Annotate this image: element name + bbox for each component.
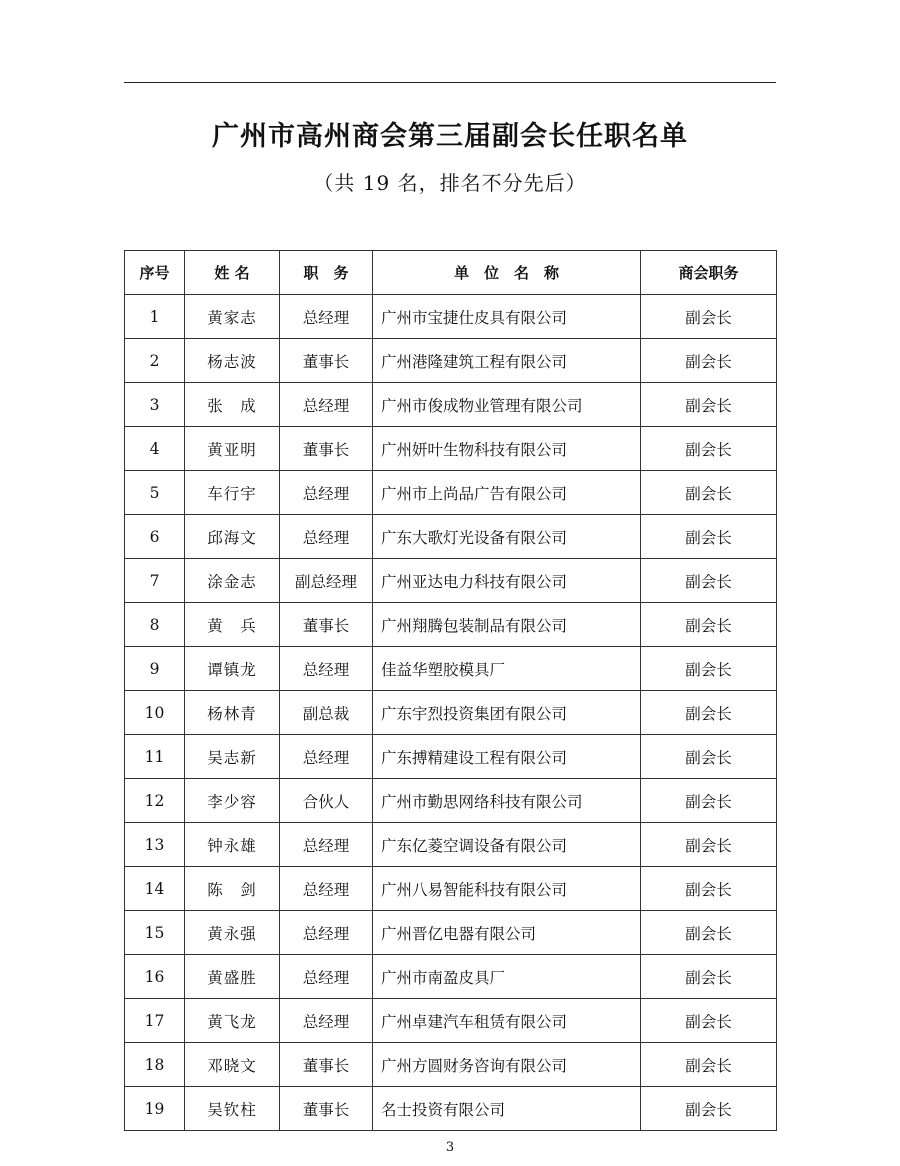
table-body <box>125 295 777 1131</box>
table-row <box>125 823 777 867</box>
cell-position: 总经理 <box>280 999 373 1043</box>
cell-index: 14 <box>125 867 185 911</box>
cell-position: 总经理 <box>280 471 373 515</box>
header-rule <box>124 82 776 83</box>
header-name: 姓 名 <box>185 251 280 295</box>
cell-chamber-role: 副会长 <box>641 339 777 383</box>
document-subtitle: （共 19 名，排名不分先后） <box>313 171 587 195</box>
cell-name: 吴钦柱 <box>185 1087 280 1131</box>
cell-index: 3 <box>125 383 185 427</box>
cell-company: 广州晋亿电器有限公司 <box>373 911 641 955</box>
cell-chamber-role: 副会长 <box>641 647 777 691</box>
cell-chamber-role: 副会长 <box>641 1043 777 1087</box>
table-row <box>125 1087 777 1131</box>
cell-company: 广州卓建汽车租赁有限公司 <box>373 999 641 1043</box>
cell-chamber-role: 副会长 <box>641 823 777 867</box>
cell-position: 总经理 <box>280 735 373 779</box>
cell-name: 杨林青 <box>185 691 280 735</box>
cell-chamber-role: 副会长 <box>641 559 777 603</box>
table-row <box>125 867 777 911</box>
header-position: 职 务 <box>280 251 373 295</box>
cell-name: 李少容 <box>185 779 280 823</box>
cell-position: 副总裁 <box>280 691 373 735</box>
cell-position: 总经理 <box>280 383 373 427</box>
cell-position: 董事长 <box>280 339 373 383</box>
cell-index: 6 <box>125 515 185 559</box>
cell-name: 黄永强 <box>185 911 280 955</box>
table-row <box>125 427 777 471</box>
cell-position: 董事长 <box>280 1043 373 1087</box>
table-row <box>125 603 777 647</box>
cell-chamber-role: 副会长 <box>641 955 777 999</box>
table-row <box>125 1043 777 1087</box>
cell-company: 广东搏精建设工程有限公司 <box>373 735 641 779</box>
cell-position: 总经理 <box>280 911 373 955</box>
cell-name: 陈 剑 <box>185 867 280 911</box>
cell-company: 广州亚达电力科技有限公司 <box>373 559 641 603</box>
table-row <box>125 955 777 999</box>
cell-name: 谭镇龙 <box>185 647 280 691</box>
cell-name: 邓晓文 <box>185 1043 280 1087</box>
cell-chamber-role: 副会长 <box>641 779 777 823</box>
cell-company: 广州八易智能科技有限公司 <box>373 867 641 911</box>
table-header-row <box>125 251 777 295</box>
cell-name: 涂金志 <box>185 559 280 603</box>
cell-company: 广州市上尚品广告有限公司 <box>373 471 641 515</box>
table-row <box>125 691 777 735</box>
table-row <box>125 383 777 427</box>
cell-index: 11 <box>125 735 185 779</box>
cell-company: 广东亿菱空调设备有限公司 <box>373 823 641 867</box>
cell-name: 黄 兵 <box>185 603 280 647</box>
cell-position: 总经理 <box>280 823 373 867</box>
cell-index: 12 <box>125 779 185 823</box>
table-row <box>125 999 777 1043</box>
cell-position: 董事长 <box>280 427 373 471</box>
cell-index: 7 <box>125 559 185 603</box>
cell-company: 广州港隆建筑工程有限公司 <box>373 339 641 383</box>
cell-company: 广州妍叶生物科技有限公司 <box>373 427 641 471</box>
table-row <box>125 647 777 691</box>
cell-position: 董事长 <box>280 1087 373 1131</box>
cell-name: 杨志波 <box>185 339 280 383</box>
cell-index: 9 <box>125 647 185 691</box>
cell-index: 13 <box>125 823 185 867</box>
cell-position: 董事长 <box>280 603 373 647</box>
cell-index: 8 <box>125 603 185 647</box>
vice-president-table <box>124 250 777 1131</box>
cell-position: 总经理 <box>280 295 373 339</box>
cell-name: 黄飞龙 <box>185 999 280 1043</box>
cell-company: 广州市南盈皮具厂 <box>373 955 641 999</box>
cell-position: 合伙人 <box>280 779 373 823</box>
cell-name: 邱海文 <box>185 515 280 559</box>
table-row <box>125 295 777 339</box>
cell-company: 广东大歌灯光设备有限公司 <box>373 515 641 559</box>
table-row <box>125 779 777 823</box>
cell-name: 张 成 <box>185 383 280 427</box>
cell-chamber-role: 副会长 <box>641 1087 777 1131</box>
cell-company: 广州市勤思网络科技有限公司 <box>373 779 641 823</box>
cell-chamber-role: 副会长 <box>641 867 777 911</box>
cell-index: 1 <box>125 295 185 339</box>
cell-company: 广州市宝捷仕皮具有限公司 <box>373 295 641 339</box>
cell-index: 15 <box>125 911 185 955</box>
cell-index: 4 <box>125 427 185 471</box>
cell-index: 19 <box>125 1087 185 1131</box>
table-row <box>125 559 777 603</box>
header-chamber-role: 商会职务 <box>641 251 777 295</box>
document-title: 广州市高州商会第三届副会长任职名单 <box>212 121 688 152</box>
cell-chamber-role: 副会长 <box>641 691 777 735</box>
cell-chamber-role: 副会长 <box>641 911 777 955</box>
cell-chamber-role: 副会长 <box>641 383 777 427</box>
cell-index: 5 <box>125 471 185 515</box>
cell-name: 黄亚明 <box>185 427 280 471</box>
header-company: 单 位 名 称 <box>373 251 641 295</box>
cell-position: 总经理 <box>280 955 373 999</box>
cell-chamber-role: 副会长 <box>641 603 777 647</box>
table-row <box>125 471 777 515</box>
cell-company: 佳益华塑胶模具厂 <box>373 647 641 691</box>
cell-name: 黄盛胜 <box>185 955 280 999</box>
cell-company: 广东宇烈投资集团有限公司 <box>373 691 641 735</box>
cell-chamber-role: 副会长 <box>641 735 777 779</box>
header-index: 序号 <box>125 251 185 295</box>
cell-company: 名士投资有限公司 <box>373 1087 641 1131</box>
cell-name: 吴志新 <box>185 735 280 779</box>
cell-chamber-role: 副会长 <box>641 471 777 515</box>
cell-company: 广州市俊成物业管理有限公司 <box>373 383 641 427</box>
cell-chamber-role: 副会长 <box>641 427 777 471</box>
cell-name: 车行宇 <box>185 471 280 515</box>
table-row <box>125 735 777 779</box>
cell-index: 10 <box>125 691 185 735</box>
table-row <box>125 515 777 559</box>
cell-index: 18 <box>125 1043 185 1087</box>
page-number: 3 <box>445 1140 455 1155</box>
cell-index: 17 <box>125 999 185 1043</box>
cell-index: 16 <box>125 955 185 999</box>
cell-position: 总经理 <box>280 515 373 559</box>
cell-chamber-role: 副会长 <box>641 999 777 1043</box>
cell-name: 黄家志 <box>185 295 280 339</box>
table-row <box>125 339 777 383</box>
cell-position: 副总经理 <box>280 559 373 603</box>
cell-index: 2 <box>125 339 185 383</box>
cell-company: 广州方圆财务咨询有限公司 <box>373 1043 641 1087</box>
cell-position: 总经理 <box>280 867 373 911</box>
cell-company: 广州翔腾包装制品有限公司 <box>373 603 641 647</box>
cell-chamber-role: 副会长 <box>641 295 777 339</box>
cell-chamber-role: 副会长 <box>641 515 777 559</box>
cell-position: 总经理 <box>280 647 373 691</box>
cell-name: 钟永雄 <box>185 823 280 867</box>
table-row <box>125 911 777 955</box>
